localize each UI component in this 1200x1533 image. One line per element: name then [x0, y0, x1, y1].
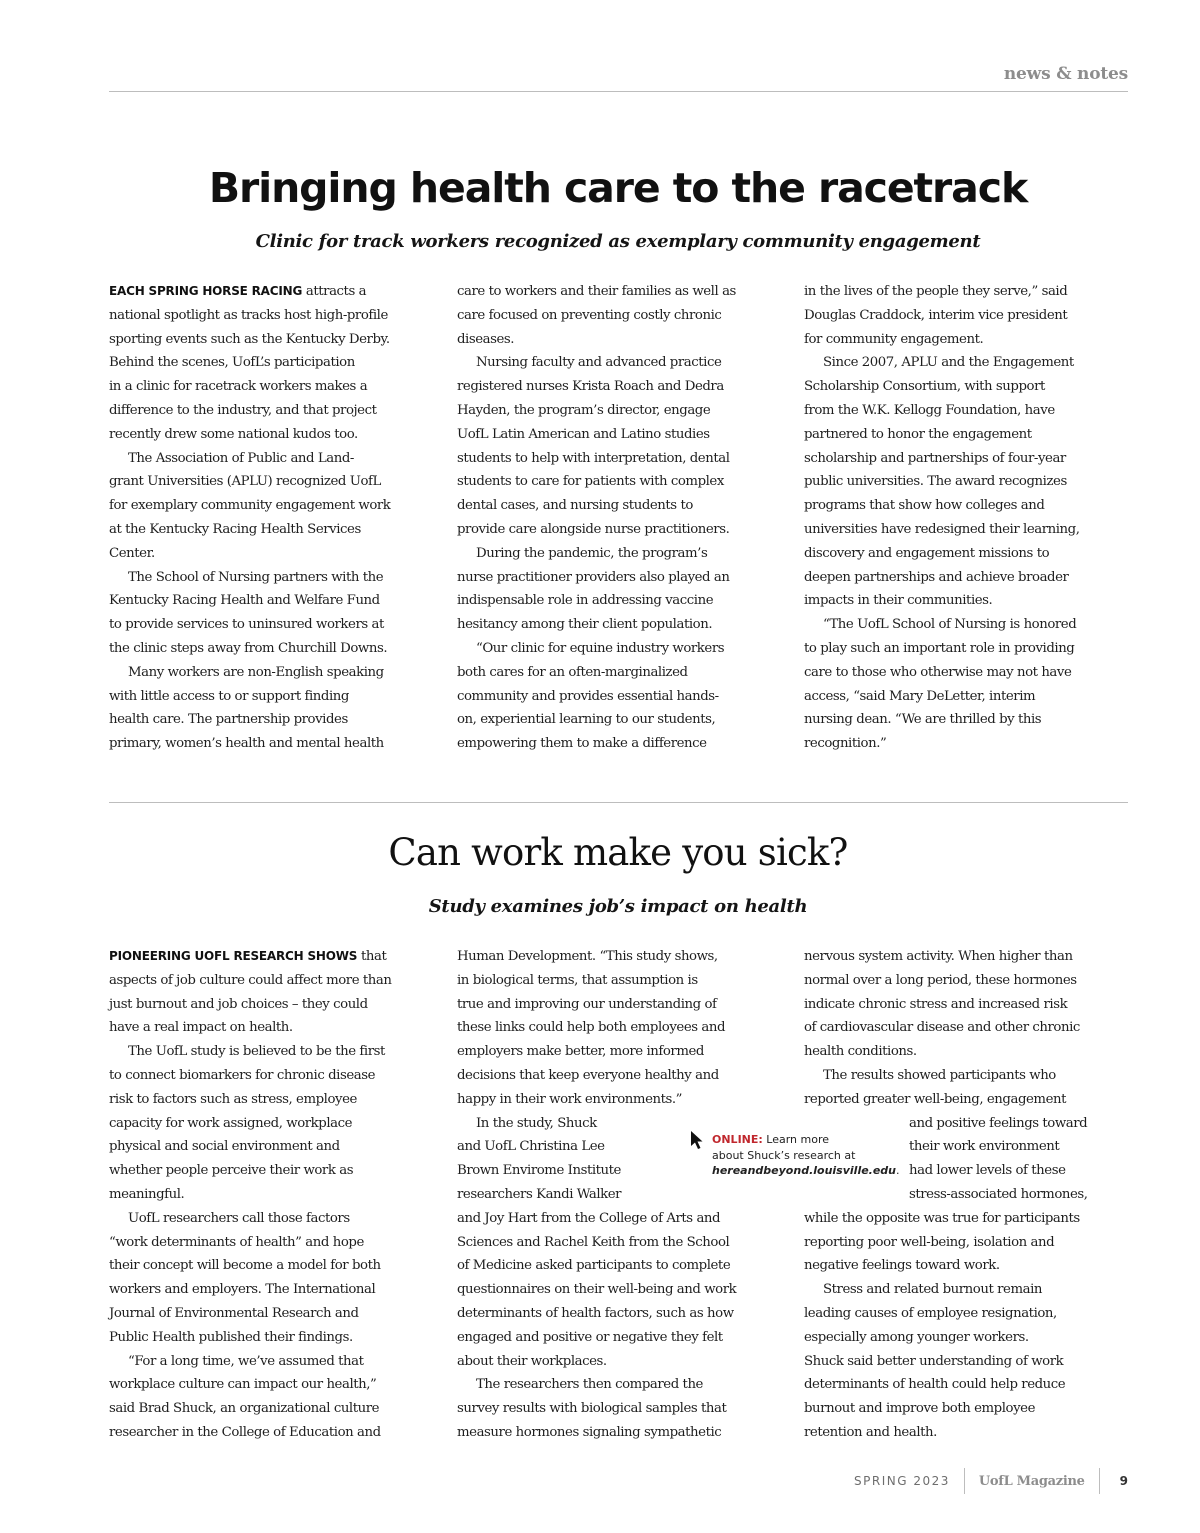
page-number: 9	[1119, 1474, 1128, 1488]
page-footer	[854, 1470, 1128, 1492]
callout-url[interactable]: hereandbeyond.louisville.edu	[712, 1164, 897, 1177]
article2-column-3: nervous system activity. When higher than normal over a long period, these hormones indicate chronic stress and increased risk of cardiovascular disease and other chronic health conditions. The results showed participants who reported greater well-being, engagement and positive feelings toward their work environment had lower levels of these stress-associated hormones, while the opposite was true for participants reporting poor well-being, isolation and negative feelings toward work. Stress and related burnout remain leading causes of employee resignation, especially among younger workers. Shuck said better understanding of work determinants of health could help reduce burnout and improve both employee retention and health.	[804, 949, 1088, 1440]
footer-issue: SPRING 2023	[854, 1474, 950, 1488]
footer-separator	[964, 1468, 965, 1494]
article1-column-1: EACH SPRING HORSE RACING attracts a national spotlight as tracks host high-profile sporting events such as the Kentucky Derby. Behind the scenes, UofL’s participation in a clinic for racetrack workers makes a difference to the industry, and that project recently drew some national kudos too. The Association of Public and Land- grant Universities (APLU) recognized UofL for exemplary community engagement work at the Kentucky Racing Health Services Center. The School of Nursing partners with the Kentucky Racing Health and Welfare Fund to provide services to uninsured workers at the clinic steps away from Churchill Downs. Many workers are non-English speaking with little access to or support finding health care. The partnership provides primary, women’s health and mental health	[109, 284, 391, 752]
footer-magazine-name: UofL Magazine	[978, 1473, 1085, 1489]
article2-deck: Study examines job’s impact on health	[428, 896, 808, 917]
article1-deck: Clinic for track workers recognized as exemplary community engagement	[255, 231, 981, 252]
article2-lead-in: PIONEERING UOFL RESEARCH SHOWS	[109, 949, 358, 963]
article1-headline: Bringing health care to the racetrack	[208, 164, 1028, 212]
section-divider	[109, 802, 1128, 803]
article2-column-2: Human Development. “This study shows, in biological terms, that assumption is true and improving our understanding of these links could help both employees and employers make better, more informed decisions that keep everyone healthy and happy in their work environments.” In the study, Shuck and UofL Christina Lee Brown Envirome Institute researchers Kandi Walker and Joy Hart from the College of Arts and Sciences and Rachel Keith from the School of Medicine asked participants to complete questionnaires on their well-being and work determinants of health factors, such as how engaged and positive or negative they felt about their workplaces. The researchers then compared the survey results with biological samples that measure hormones signaling sympathetic	[457, 949, 737, 1440]
section-label: news & notes	[1003, 64, 1128, 84]
callout-label: ONLINE:	[712, 1133, 763, 1146]
article2-headline: Can work make you sick?	[388, 831, 848, 874]
cursor-arrow-icon	[690, 1130, 704, 1150]
article2-column-1: PIONEERING UOFL RESEARCH SHOWS that aspects of job culture could affect more than just burnout and job choices – they could have a real impact on health. The UofL study is believed to be the first to connect biomarkers for chronic disease risk to factors such as stress, employee capacity for work assigned, workplace physical and social environment and whether people perceive their work as meaningful. UofL researchers call those factors “work determinants of health” and hope their concept will become a model for both workers and employers. The International Journal of Environmental Research and Public Health published their findings. “For a long time, we’ve assumed that workplace culture can impact our health,” said Brad Shuck, an organizational culture researcher in the College of Education and	[109, 949, 392, 1440]
top-divider	[109, 91, 1128, 92]
article1-column-3: in the lives of the people they serve,” said Douglas Craddock, interim vice president for community engagement. Since 2007, APLU and the Engagement Scholarship Consortium, with support from the W.K. Kellogg Foundation, have partnered to honor the engagement scholarship and partnerships of four-year public universities. The award recognizes programs that show how colleges and universities have redesigned their learning, discovery and engagement missions to deepen partnerships and achieve broader impacts in their communities. “The UofL School of Nursing is honored to play such an important role in providing care to those who otherwise may not have access, “said Mary DeLetter, interim nursing dean. “We are thrilled by this recognition.”	[804, 284, 1080, 752]
footer-separator	[1099, 1468, 1100, 1494]
article1-column-2: care to workers and their families as well as care focused on preventing costly chronic diseases. Nursing faculty and advanced practice registered nurses Krista Roach and Dedra Hayden, the program’s director, engage UofL Latin American and Latino studies students to help with interpretation, dental students to care for patients with complex dental cases, and nursing students to provide care alongside nurse practitioners. During the pandemic, the program’s nurse practitioner providers also played an indispensable role in addressing vaccine hesitancy among their client population. “Our clinic for equine industry workers both cares for an often-marginalized community and provides essential hands- on, experiential learning to our students, empowering them to make a difference	[457, 284, 736, 752]
article1-lead-in: EACH SPRING HORSE RACING	[109, 284, 303, 298]
